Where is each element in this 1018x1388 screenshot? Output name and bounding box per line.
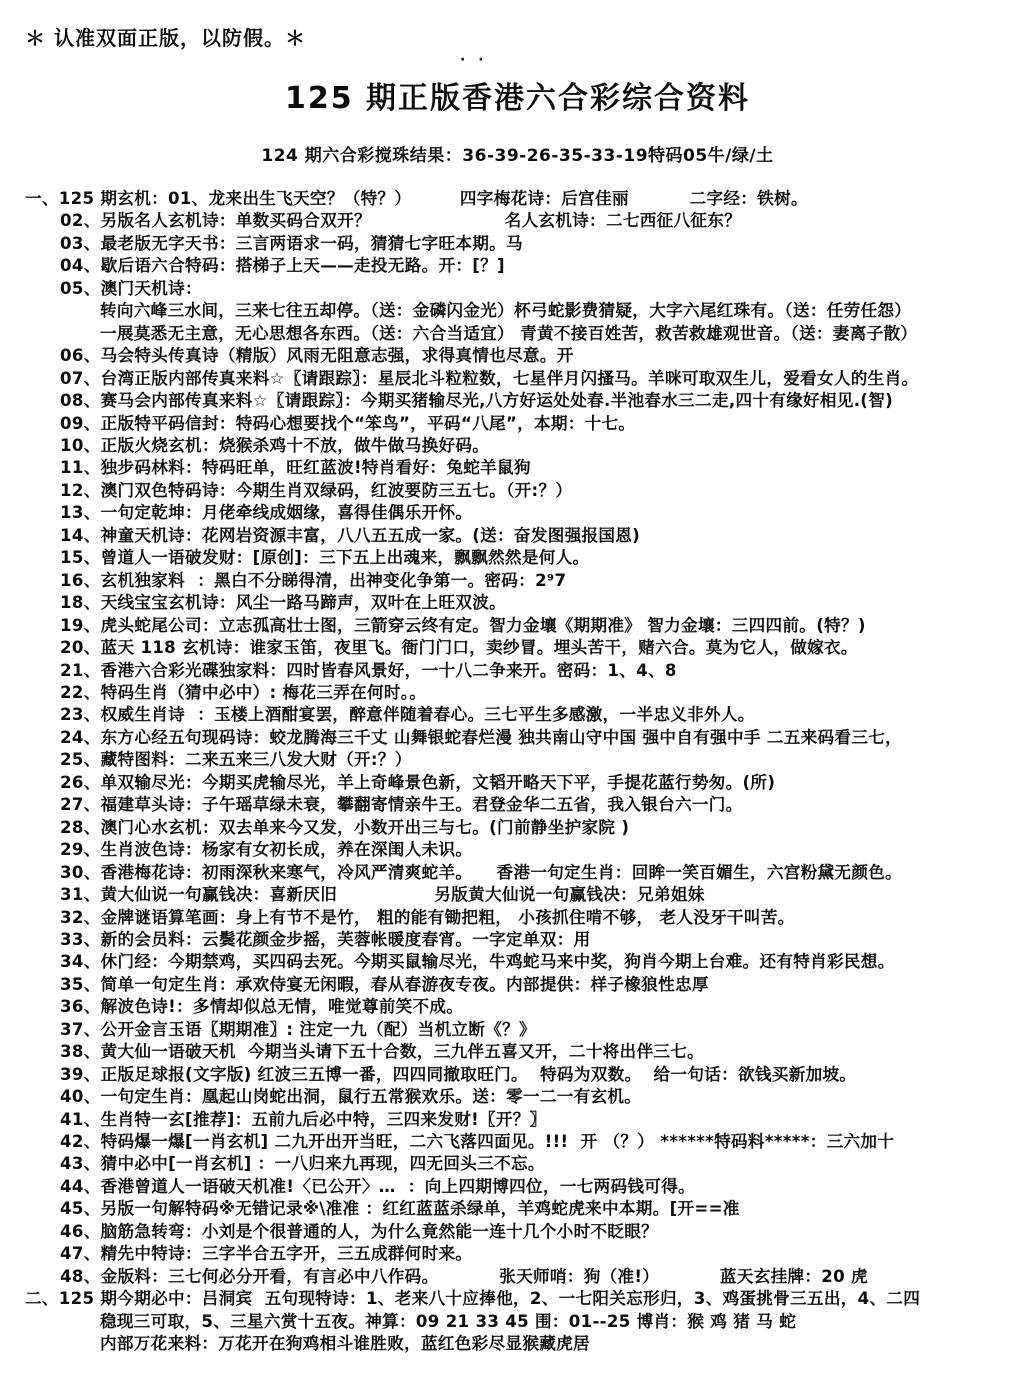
text-line: 内部万花来料：万花开在狗鸡相斗谁胜败，蓝红色彩尽显猴藏虎居 — [100, 1334, 590, 1354]
text-line: 41、生肖特一玄[推荐]：五前九后必中特，三四来发财!〖开？〗 — [60, 1109, 547, 1129]
text-line: 15、曾道人一语破发财：[原创]：三下五上出魂来，飘飘然然是何人。 — [60, 548, 590, 568]
text-line: 46、脑筋急转弯：小刘是个很普通的人，为什么竟然能一连十几个小时不眨眼？ — [60, 1221, 659, 1241]
text-line: 31、黄大仙说一句赢钱决：喜新厌旧 另版黄大仙说一句赢钱决：兄弟姐妹 — [60, 885, 705, 905]
page-title: 125 期正版香港六合彩综合资料 — [284, 81, 751, 116]
text-line: 11、独步码林料：特码旺单，旺红蓝波!特肖看好：兔蛇羊鼠狗 — [60, 458, 531, 478]
text-line: 10、正版火烧玄机：烧猴杀鸡十不放，做牛做马换好码。 — [60, 435, 490, 455]
text-line: 12、澳门双色特码诗：今期生肖双绿码，红波要防三五七。（开:？） — [60, 480, 573, 500]
text-line: 20、蓝天 118 玄机诗：谁家玉笛，夜里飞。衙门门口，卖纱冒。埋头苦干，赌六合。莫为它人，做嫁衣。 — [60, 638, 858, 658]
text-line: 14、神童天机诗：花网岩资源丰富，八八五五成一家。(送：奋发图强报国恩) — [60, 525, 641, 545]
text-line: 47、精先中特诗：三字半合五字开，三五成群何时来。 — [60, 1244, 473, 1264]
text-line: 稳现三可取，5、三星六赏十五夜。神算：09 21 33 45 围：01--25 博肖：猴 鸡 猪 马 蛇 — [100, 1311, 797, 1331]
text-line: 37、公开金言玉语〖期期准〗: 注定一九（配）当机立断《？》 — [60, 1019, 536, 1039]
text-line: 转向六峰三水间，三来七往五却停。（送：金磷闪金光）杯弓蛇影费猜疑，大字六尾红珠有。（送：任劳任怨） — [100, 301, 912, 321]
text-line: 43、猜中必中[一肖玄机] ：一八归来九再现，四无回头三不忘。 — [60, 1154, 545, 1174]
text-line: 28、澳门心水玄机：双去单来今又发，小数开出三与七。(门前静坐护家院 ) — [60, 817, 630, 837]
text-line: 02、另版名人玄机诗：单数买码合双开？ 名人玄机诗：二七西征八征东？ — [60, 211, 742, 231]
text-line: 25、藏特图料：二来五来三八发大财（开:？） — [60, 750, 412, 770]
text-line: 03、最老版无字天书：三言两语求一码，猜猜七字旺本期。马 — [60, 233, 523, 253]
text-line: 24、东方心经五句现码诗：蛟龙腾海三千丈 山舞银蛇春烂漫 独共南山守中国 强中自有强中手 二五来码看三七， — [60, 727, 903, 747]
text-line: 36、解波色诗!：多情却似总无情，唯觉尊前笑不成。 — [60, 997, 464, 1017]
text-line: 09、正版特平码信封：特码心想要找个“笨鸟”，平码“八尾”，本期：十七。 — [60, 413, 636, 433]
text-line: 26、单双输尽光：今期买虎输尽光，羊上奇峰景色新，文韬开略天下平，手提花蓝行势匆。(所) — [60, 772, 776, 792]
text-line: 18、天线宝宝玄机诗：风尘一路马蹄声，双叶在上旺双波。 — [60, 593, 507, 613]
previous-draw-result: 124 期六合彩搅珠结果：36-39-26-35-33-19特码05牛/绿/土 — [261, 146, 774, 166]
text-line: 16、玄机独家料 ：黑白不分睇得清，出神变化争第一。密码：2⁹7 — [60, 570, 567, 590]
text-line: 19、虎头蛇尾公司：立志孤高壮士图，三箭穿云终有定。智力金壤《期期准》 智力金壤：三四四前。(特？) — [60, 615, 866, 635]
text-line: 39、正版足球报(文字版) 红波三五博一番，四四同撤取旺门。 特码为双数。 给一句话：欲钱买新加坡。 — [60, 1064, 857, 1084]
text-line: 38、黄大仙一语破天机 今期当头请下五十合数，三九伴五喜又开，二十将出伴三七。 — [60, 1042, 705, 1062]
text-line: 34、休门经：今期禁鸡，买四码去死。今期买鼠输尽光，牛鸡蛇马来中奖，狗肖今期上台难。还有特肖彩民想。 — [60, 952, 895, 972]
text-line: 45、另版一句解特码※无错记录※\准准 ：红红蓝蓝杀绿单，羊鸡蛇虎来中本期。[开==准 — [60, 1199, 740, 1219]
text-line: 05、澳门天机诗： — [60, 278, 202, 298]
text-line: 30、香港梅花诗：初雨深秋来寒气，冷风严清爽蛇羊。 香港一句定生肖：回眸一笑百媚生，六宫粉黛无颜色。 — [60, 862, 903, 882]
text-line: 22、特码生肖（猜中必中）: 梅花三弄在何时。。 — [60, 682, 427, 702]
text-line: 08、赛马会内部传真来料☆〖请跟踪〗：今期买猪输尽光,八方好运处处春.半池春水三二走,四十有缘好相见.(智) — [60, 391, 893, 411]
document-body — [25, 188, 1010, 1356]
text-line: 33、新的会员料：云鬓花颜金步摇，芙蓉帐暖度春宵。一字定单双：用 — [60, 929, 591, 949]
text-line: 07、台湾正版内部传真来料☆〖请跟踪〗：星辰北斗粒粒数，七星伴月闪搔马。羊咪可取双生儿，爱看女人的生肖。 — [60, 368, 919, 388]
text-line: 44、香港曾道人一语破天机准!〈已公开〉… ：向上四期博四位，一七两码钱可得。 — [60, 1176, 695, 1196]
text-line: 04、歇后语六合特码：搭梯子上天——走投无路。开：[？] — [60, 256, 505, 276]
text-line: 35、简单一句定生肖：承欢侍宴无闲暇，春从春游夜专夜。内部提供：样子橡狼性忠厚 — [60, 974, 709, 994]
text-line: 48、金版料：三七何必分开看，有言必中八作码。 张天师哨：狗（准!） 蓝天玄挂牌：20 虎 — [60, 1266, 868, 1286]
text-line: 23、权威生肖诗 ：玉楼上酒酣宴罢，醉意伴随着春心。三七平生多感激，一半忠义非外人。 — [60, 705, 755, 725]
text-line: 42、特码爆一爆[一肖玄机] 二九开出开当旺，二六飞落四面见。!!! 开 （？） ******特码料*****：三六加十 — [60, 1132, 895, 1152]
text-line: 06、马会特头传真诗（精版）风雨无阻意志强，求得真情也尽意。开 — [60, 346, 574, 366]
text-line: 一展莫悉无主意，无心思想各东西。（送：六合当适宜） 青黄不接百姓苦，救苦救雄观世音。（送：妻离子散） — [100, 323, 918, 343]
dots-mark: · · — [460, 52, 488, 68]
text-line: 二、125 期今期必中：吕洞宾 五句现特诗：1、老来八十应捧他，2、一七阳关忘形归，3、鸡蛋挑骨三五出，4、二四 — [25, 1289, 921, 1309]
text-line: 40、一句定生肖：凰起山岗蛇出洞，鼠行五常猴欢乐。送：零一二一有玄机。 — [60, 1087, 642, 1107]
anti-fake-notice: ＊ 认准双面正版，以防假。＊ — [25, 26, 306, 50]
text-line: 一、125 期玄机：01、龙来出生飞天空？（特？） 四字梅花诗：后宫佳丽 二字经：铁树。 — [25, 189, 808, 208]
text-line: 29、生肖波色诗：杨家有女初长成，养在深闺人未识。 — [60, 840, 473, 860]
text-line: 27、福建草头诗：子午瑶草绿未衰，攀翻寄情亲牛王。君登金华二五省，我入银台六一门。 — [60, 795, 743, 815]
text-line: 13、一句定乾坤：月佬牵线成姻缘，喜得佳偶乐开怀。 — [60, 503, 473, 523]
text-line: 32、金牌谜语算笔画：身上有节不是竹， 粗的能有锄把粗， 小孩抓住啃不够， 老人没牙干叫苦。 — [60, 907, 795, 927]
text-line: 21、香港六合彩光碟独家料：四时皆春风景好，一十八二争来开。密码：1、4、8 — [60, 660, 677, 680]
